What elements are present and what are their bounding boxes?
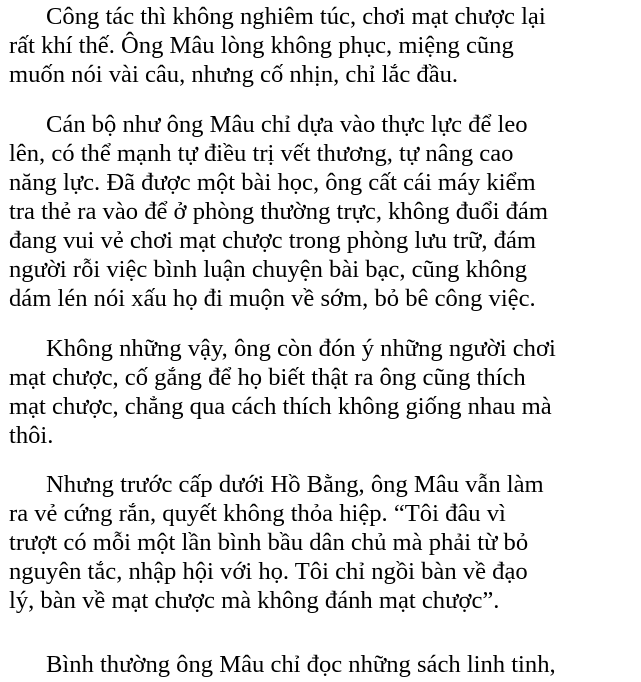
text-line: nguyên tắc, nhập hội với họ. Tôi chỉ ngồi bàn về đạo (9, 558, 528, 585)
text-line: đang vui vẻ chơi mạt chược trong phòng lưu trữ, đám (9, 227, 537, 254)
text-line: dám lén nói xấu họ đi muộn về sớm, bỏ bê công việc. (9, 285, 536, 312)
text-line: năng lực. Đã được một bài học, ông cất cái máy kiểm (9, 169, 536, 196)
text-line: lý, bàn về mạt chược mà không đánh mạt chược”. (9, 587, 500, 614)
text-line: Cán bộ như ông Mâu chỉ dựa vào thực lực để leo (46, 111, 528, 138)
text-line: trượt có mỗi một lần bình bầu dân chủ mà phải từ bỏ (9, 529, 529, 556)
text-line: muốn nói vài câu, nhưng cố nhịn, chỉ lắc đầu. (9, 61, 459, 88)
text-line: mạt chược, cố gắng để họ biết thật ra ông cũng thích (9, 364, 526, 391)
paragraph-5 (9, 650, 641, 679)
text-line: Bình thường ông Mâu chỉ đọc những sách linh tinh, (46, 651, 556, 678)
text-line: rất khí thế. Ông Mâu lòng không phục, miệng cũng (9, 32, 514, 59)
text-line: thôi. (9, 422, 54, 449)
paragraph-2 (9, 110, 641, 313)
text-line: mạt chược, chẳng qua cách thích không giống nhau mà (9, 393, 552, 420)
text-line: tra thẻ ra vào để ở phòng thường trực, không đuổi đám (9, 198, 548, 225)
paragraph-1 (9, 2, 641, 89)
text-line: ra vẻ cứng rắn, quyết không thỏa hiệp. “Tôi đâu vì (9, 500, 506, 527)
text-line: Công tác thì không nghiêm túc, chơi mạt chược lại (46, 3, 546, 30)
text-line: Nhưng trước cấp dưới Hồ Bằng, ông Mâu vẫn làm (46, 471, 544, 498)
text-line: lên, có thể mạnh tự điều trị vết thương, tự nâng cao (9, 140, 514, 167)
text-line: Không những vậy, ông còn đón ý những người chơi (46, 335, 556, 362)
paragraph-3 (9, 334, 641, 450)
text-line: người rỗi việc bình luận chuyện bài bạc, cũng không (9, 256, 528, 283)
paragraph-4 (9, 470, 641, 615)
